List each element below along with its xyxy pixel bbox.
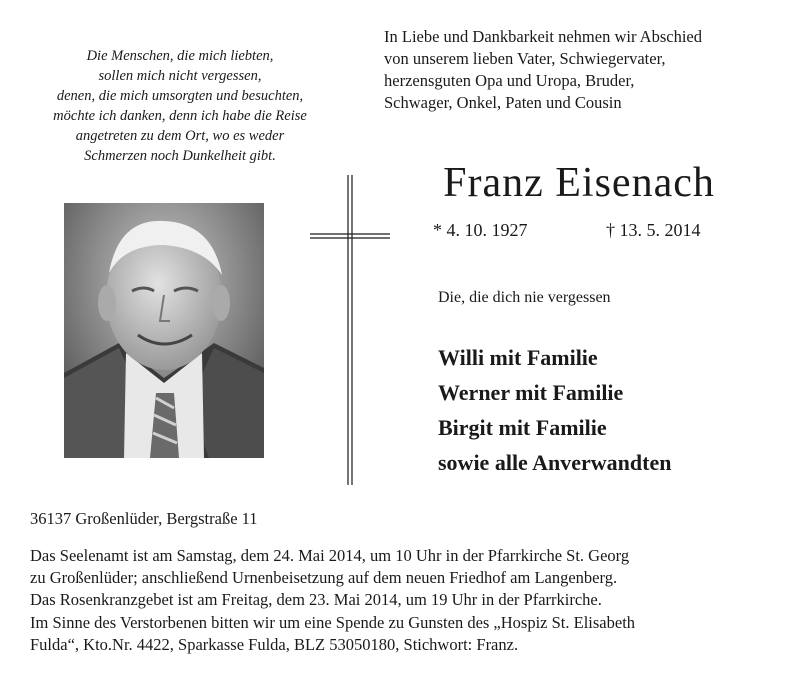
address: 36137 Großenlüder, Bergstraße 11 (30, 509, 258, 528)
details-line: Im Sinne des Verstorbenen bitten wir um eine Spende zu Gunsten des „Hospiz St. Elisabeth (30, 612, 636, 632)
poem-line: Schmerzen noch Dunkelheit gibt. (84, 148, 276, 164)
death-date: † 13. 5. 2014 (606, 220, 701, 240)
cross-icon (310, 175, 390, 485)
service-details (30, 545, 780, 656)
poem-line: sollen mich nicht vergessen, (98, 68, 262, 84)
details-line: Das Seelenamt ist am Samstag, dem 24. Mai 2014, um 10 Uhr in der Pfarrkirche St. Georg (30, 546, 630, 565)
intro-line: Schwager, Onkel, Paten und Cousin (384, 93, 622, 112)
mourner-entry: Willi mit Familie (438, 345, 598, 370)
intro-line: In Liebe und Dankbarkeit nehmen wir Abschied (384, 27, 702, 46)
portrait-photo (64, 203, 264, 458)
mourner-entry: Werner mit Familie (438, 380, 624, 405)
poem-line: angetreten zu dem Ort, wo es weder (75, 128, 285, 144)
details-line: zu Großenlüder; anschließend Urnenbeisetzung auf dem neuen Friedhof am Langenberg. (30, 568, 618, 588)
poem-line: Die Menschen, die mich liebten, (86, 48, 274, 64)
intro-line: von unserem lieben Vater, Schwiegervater, (384, 49, 666, 68)
intro-line: herzensguten Opa und Uropa, Bruder, (384, 71, 635, 90)
poem (30, 46, 330, 166)
mourner-entry: sowie alle Anverwandten (438, 450, 672, 475)
deceased-name: Franz Eisenach (443, 160, 715, 206)
details-line: Das Rosenkranzgebet ist am Freitag, dem 23. Mai 2014, um 19 Uhr in der Pfarrkirche. (30, 590, 602, 610)
mourners-intro: Die, die dich nie vergessen (438, 289, 611, 306)
mourners-list (438, 340, 671, 480)
intro-text (384, 26, 784, 114)
poem-line: denen, die mich umsorgten und besuchten, (56, 88, 304, 104)
details-line: Fulda“, Kto.Nr. 4422, Sparkasse Fulda, BLZ 53050180, Stichwort: Franz. (30, 634, 519, 654)
mourner-entry: Birgit mit Familie (438, 415, 607, 440)
poem-line: möchte ich danken, denn ich habe die Reise (53, 108, 307, 124)
portrait-image (64, 203, 264, 458)
birth-date: * 4. 10. 1927 (433, 220, 528, 240)
